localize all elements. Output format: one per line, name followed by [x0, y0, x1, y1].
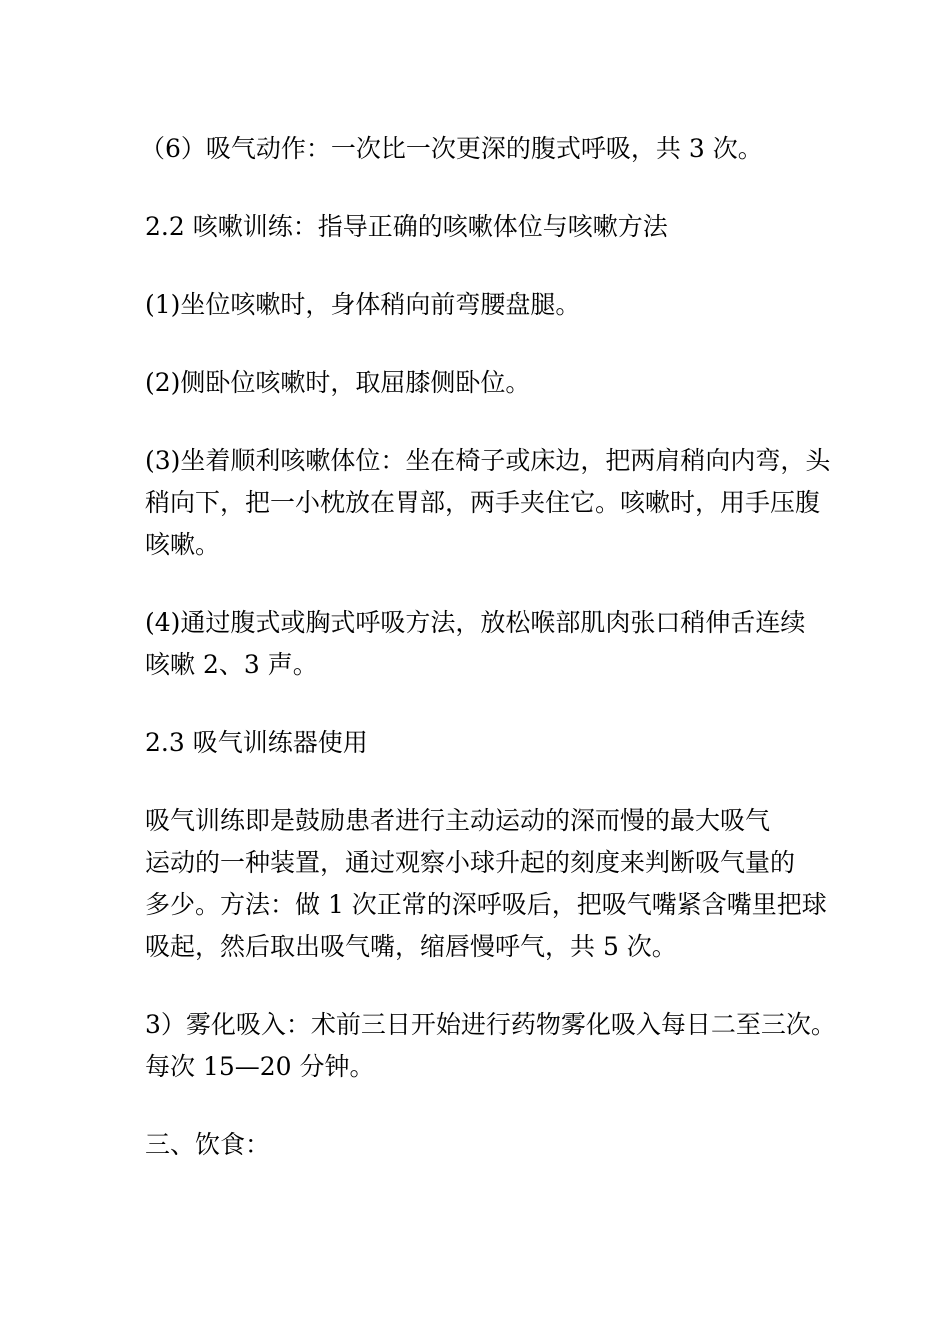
text-line: 3）雾化吸入：术前三日开始进行药物雾化吸入每日二至三次。 — [145, 1010, 836, 1039]
text-line: 多少。方法：做 1 次正常的深呼吸后，把吸气嘴紧含嘴里把球 — [145, 890, 827, 919]
paragraph-sitting-cough — [145, 284, 835, 326]
heading-inspiratory-trainer — [145, 722, 835, 764]
text-line: 咳嗽 2、3 声。 — [145, 650, 318, 679]
heading-diet — [145, 1124, 835, 1166]
paragraph-inspiratory-trainer-description — [145, 800, 835, 968]
text-line: 运动的一种装置，通过观察小球升起的刻度来判断吸气量的 — [145, 848, 796, 877]
text-line: 咳嗽。 — [145, 530, 221, 559]
text-line: 2.2 咳嗽训练：指导正确的咳嗽体位与咳嗽方法 — [145, 212, 668, 241]
document-page — [140, 128, 836, 1202]
text-line: (4)通过腹式或胸式呼吸方法，放松喉部肌肉张口稍伸舌连续 — [145, 608, 806, 637]
paragraph-seated-cough-position — [145, 440, 835, 566]
paragraph-inhale-action — [140, 128, 835, 170]
text-line: (1)坐位咳嗽时，身体稍向前弯腰盘腿。 — [145, 290, 581, 319]
paragraph-side-lying-cough — [145, 362, 835, 404]
text-line: （6）吸气动作：一次比一次更深的腹式呼吸，共 3 次。 — [140, 134, 763, 163]
text-line: 吸起，然后取出吸气嘴，缩唇慢呼气，共 5 次。 — [145, 932, 677, 961]
text-line: 三、饮食： — [145, 1130, 271, 1159]
text-line: 吸气训练即是鼓励患者进行主动运动的深而慢的最大吸气 — [145, 806, 771, 835]
paragraph-nebulization — [145, 1004, 835, 1088]
text-line: 稍向下，把一小枕放在胃部，两手夹住它。咳嗽时，用手压腹 — [145, 488, 821, 517]
text-line: 2.3 吸气训练器使用 — [145, 728, 368, 757]
text-line: 每次 15—20 分钟。 — [145, 1052, 375, 1081]
text-line: (3)坐着顺利咳嗽体位：坐在椅子或床边，把两肩稍向内弯，头 — [145, 446, 831, 475]
paragraph-breathing-cough — [145, 602, 835, 686]
heading-cough-training — [145, 206, 835, 248]
text-line: (2)侧卧位咳嗽时，取屈膝侧卧位。 — [145, 368, 531, 397]
